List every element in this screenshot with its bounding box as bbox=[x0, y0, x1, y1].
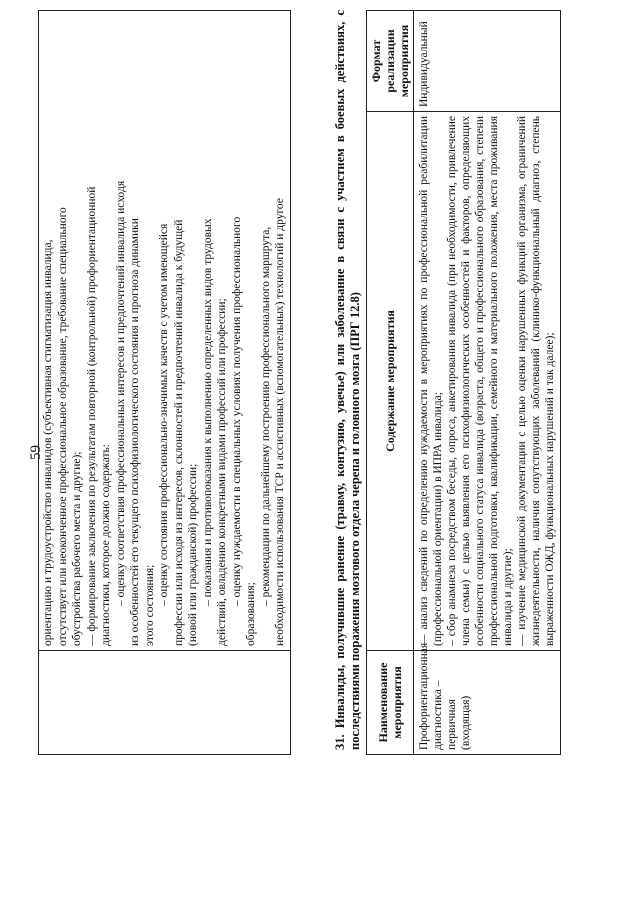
content-line: необходимости использования ТСР и ассистивных (вспомогательных) технологий и другое bbox=[274, 198, 286, 646]
content-line: этого состояния; bbox=[143, 564, 156, 646]
table-header-row bbox=[367, 11, 414, 755]
measure-format-cell: Индивидуальный bbox=[414, 11, 561, 112]
measure-content-cell bbox=[414, 112, 561, 651]
content-line: диагностики, которое должно содержать: bbox=[100, 444, 112, 646]
header-name: Наименование мероприятия bbox=[367, 651, 414, 755]
content-line: (новой или гражданской) профессии; bbox=[187, 463, 199, 646]
empty-name-cell bbox=[39, 651, 291, 755]
content-item: — анализ сведений по определению нуждаемости в мероприятиях по профессиональной реабилитации (профессиональной ориентации) в ИПРА инвалида; bbox=[418, 116, 444, 646]
content-line: – показания и противопоказания к выполнению определенных видов трудовых bbox=[201, 218, 214, 606]
section-title: 31. Инвалиды, получившие ранение (травму, контузию, увечье) или заболевание в связи с участием в боевых действиях, с последствиями поражения мозгового отдела черепа и головного мозга (ПРГ 12.8) bbox=[333, 10, 362, 750]
content-line: обустройства рабочего места и другие); bbox=[71, 451, 83, 646]
content-line: — формирование заключения по результатам повторной (контрольной) профориентационной bbox=[85, 186, 98, 646]
content-line: – оценку нуждаемости в специальных условиях получения профессионального bbox=[230, 216, 243, 606]
content-line: – рекомендации по дальнейшему построению профессионального маршрута, bbox=[259, 226, 272, 606]
content-line: ориентацию и трудоустройство инвалидов (субъективная стигматизация инвалида, bbox=[42, 239, 54, 646]
table-row bbox=[39, 11, 291, 755]
content-line: отсутствует или неоконченное профессиональное образование, требование специального bbox=[56, 207, 69, 646]
header-format: Формат реализации мероприятия bbox=[367, 11, 414, 112]
content-line: – оценку соответствия профессиональных интересов и предпочтений инвалида исходя bbox=[114, 180, 127, 606]
content-line: действий, овладению конкретными видами профессий или профессии; bbox=[216, 298, 228, 646]
content-item: — изучение медицинской документации с целью оценки нарушенных функций организма, ограничений жизнедеятельности, наличия сопутствующих заболеваний (клинико-функциональный диагноз, степень выраженности ОЖД, функциональных нарушений и так далее); bbox=[516, 116, 556, 646]
content-line: образования; bbox=[245, 582, 257, 646]
table-row bbox=[414, 11, 561, 755]
measures-table bbox=[366, 10, 561, 755]
content-line: профессии или исходя из интересов, склонностей и предпочтений инвалида к будущей bbox=[172, 219, 185, 646]
page-number: 59 bbox=[28, 445, 44, 460]
content-item: – сбор анамнеза посредством беседы, опроса, анкетирования инвалида (при необходимости, привлечение члена семьи) с целью выявления его психофизиологических особенностей и факторов, определяющих особенности социального статуса инвалида (возраста, общего и профессионального образования, степени профессиональной подготовки, квалификации, семейного и материального положения, места проживания инвалида и другие); bbox=[446, 116, 514, 646]
content-line: из особенностей его текущего психофизиологического состояния и прогноза динамики bbox=[129, 218, 141, 646]
content-line: – оценку состояния профессионально-значимых качеств с учетом имеющейся bbox=[158, 223, 170, 606]
continuation-table bbox=[38, 10, 291, 755]
measure-name-cell: Профориентационная диагностика – первичная (входящая) bbox=[414, 651, 561, 755]
header-content: Содержание мероприятия bbox=[367, 112, 414, 651]
content-cell bbox=[39, 11, 291, 651]
